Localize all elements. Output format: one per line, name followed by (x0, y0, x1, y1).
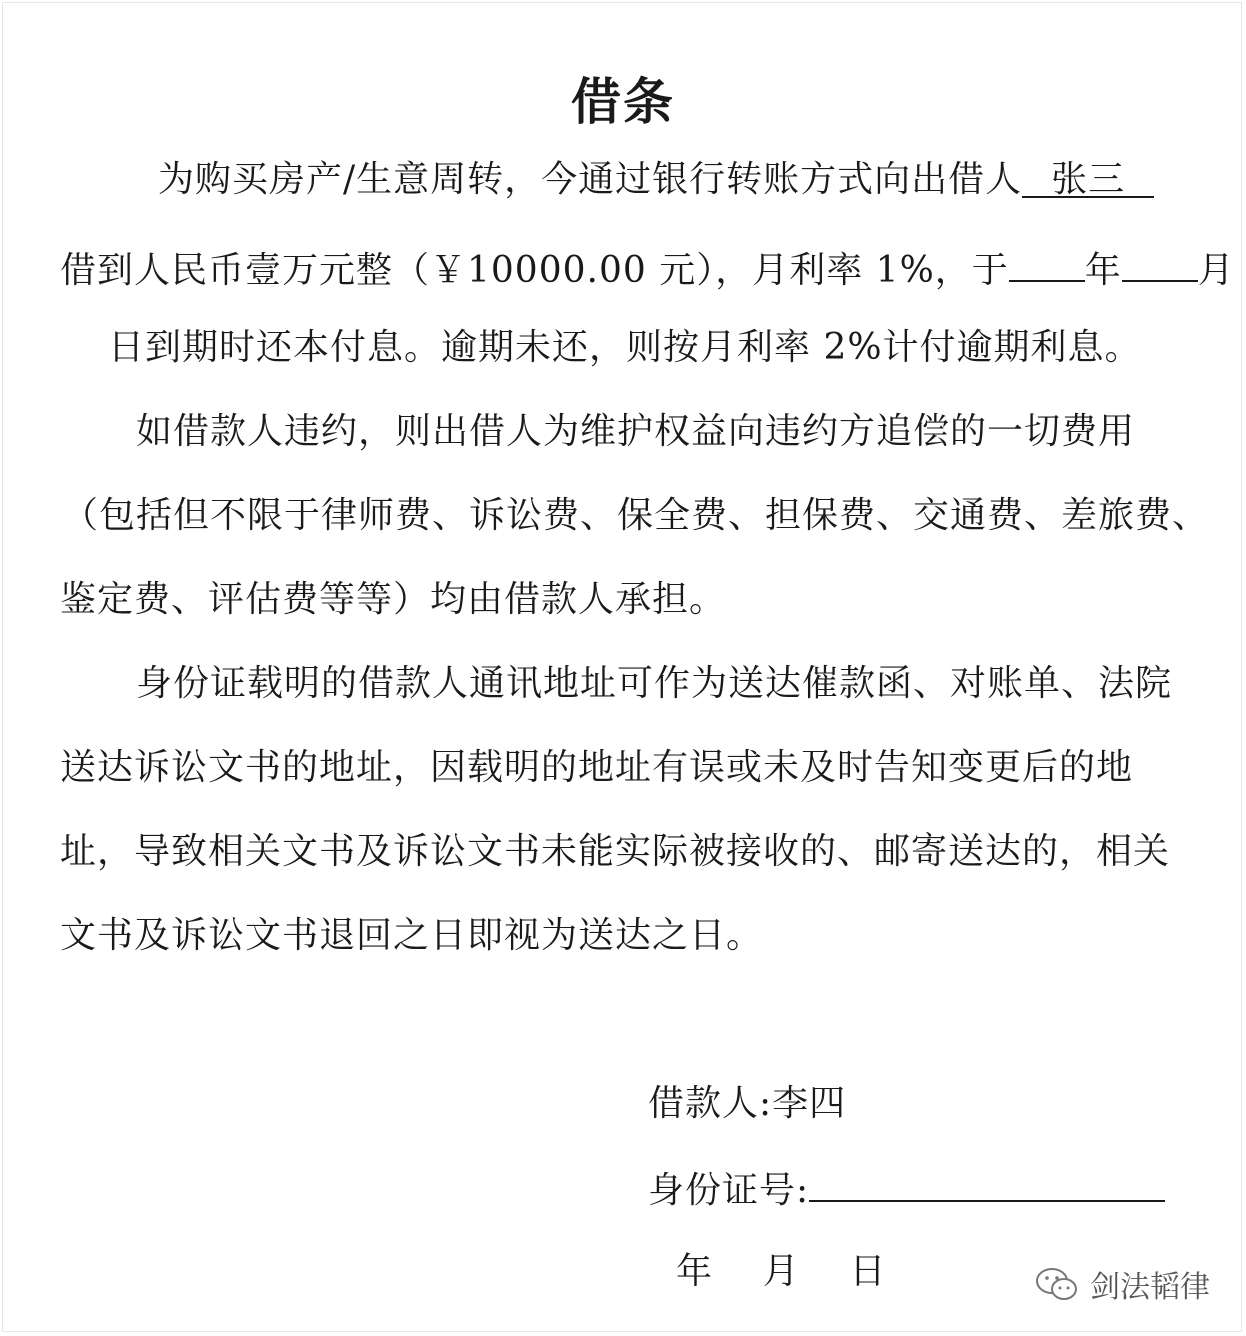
borrower-signature: 借款人:李四 (648, 1083, 847, 1124)
p1-line1-text: 为购买房产/生意周转，今通过银行转账方式向出借人 (158, 159, 1023, 200)
due-year-blank (1009, 242, 1085, 282)
p2-line2: （包括但不限于律师费、诉讼费、保全费、担保费、交通费、差旅费、 (62, 495, 1210, 536)
p2-line1: 如借款人违约，则出借人为维护权益向违约方追偿的一切费用 (136, 411, 1136, 452)
p1-line1 (158, 158, 1154, 202)
id-number-label: 身份证号: (648, 1170, 810, 1211)
wechat-logo-icon (1034, 1264, 1080, 1304)
month-label: 月 (1197, 250, 1235, 291)
watermark-text: 剑法韬律 (1090, 1270, 1210, 1305)
p3-line4: 文书及诉讼文书退回之日即视为送达之日。 (60, 915, 764, 956)
year-label: 年 (1084, 250, 1122, 291)
p1-line2 (60, 242, 1235, 293)
p3-line3: 址，导致相关文书及诉讼文书未能实际被接收的、邮寄送达的，相关 (60, 831, 1171, 872)
watermark (1034, 1262, 1210, 1306)
signature-date: 年 月 日 (676, 1251, 887, 1292)
due-month-blank (1122, 242, 1198, 282)
p1-line3: 日到期时还本付息。逾期未还，则按月利率 2%计付逾期利息。 (108, 327, 1142, 368)
p3-line2: 送达诉讼文书的地址，因载明的地址有误或未及时告知变更后的地 (60, 747, 1134, 788)
document-title: 借条 (571, 73, 675, 131)
id-number-blank (809, 1166, 1165, 1202)
p1-line2-text: 借到人民币壹万元整（￥10000.00 元），月利率 1%，于 (60, 250, 1009, 291)
id-number-row (648, 1166, 1165, 1213)
p3-line1: 身份证载明的借款人通讯地址可作为送达催款函、对账单、法院 (136, 663, 1173, 704)
p2-line3: 鉴定费、评估费等等）均由借款人承担。 (60, 579, 727, 620)
lender-name-field: 张三 (1022, 158, 1154, 198)
